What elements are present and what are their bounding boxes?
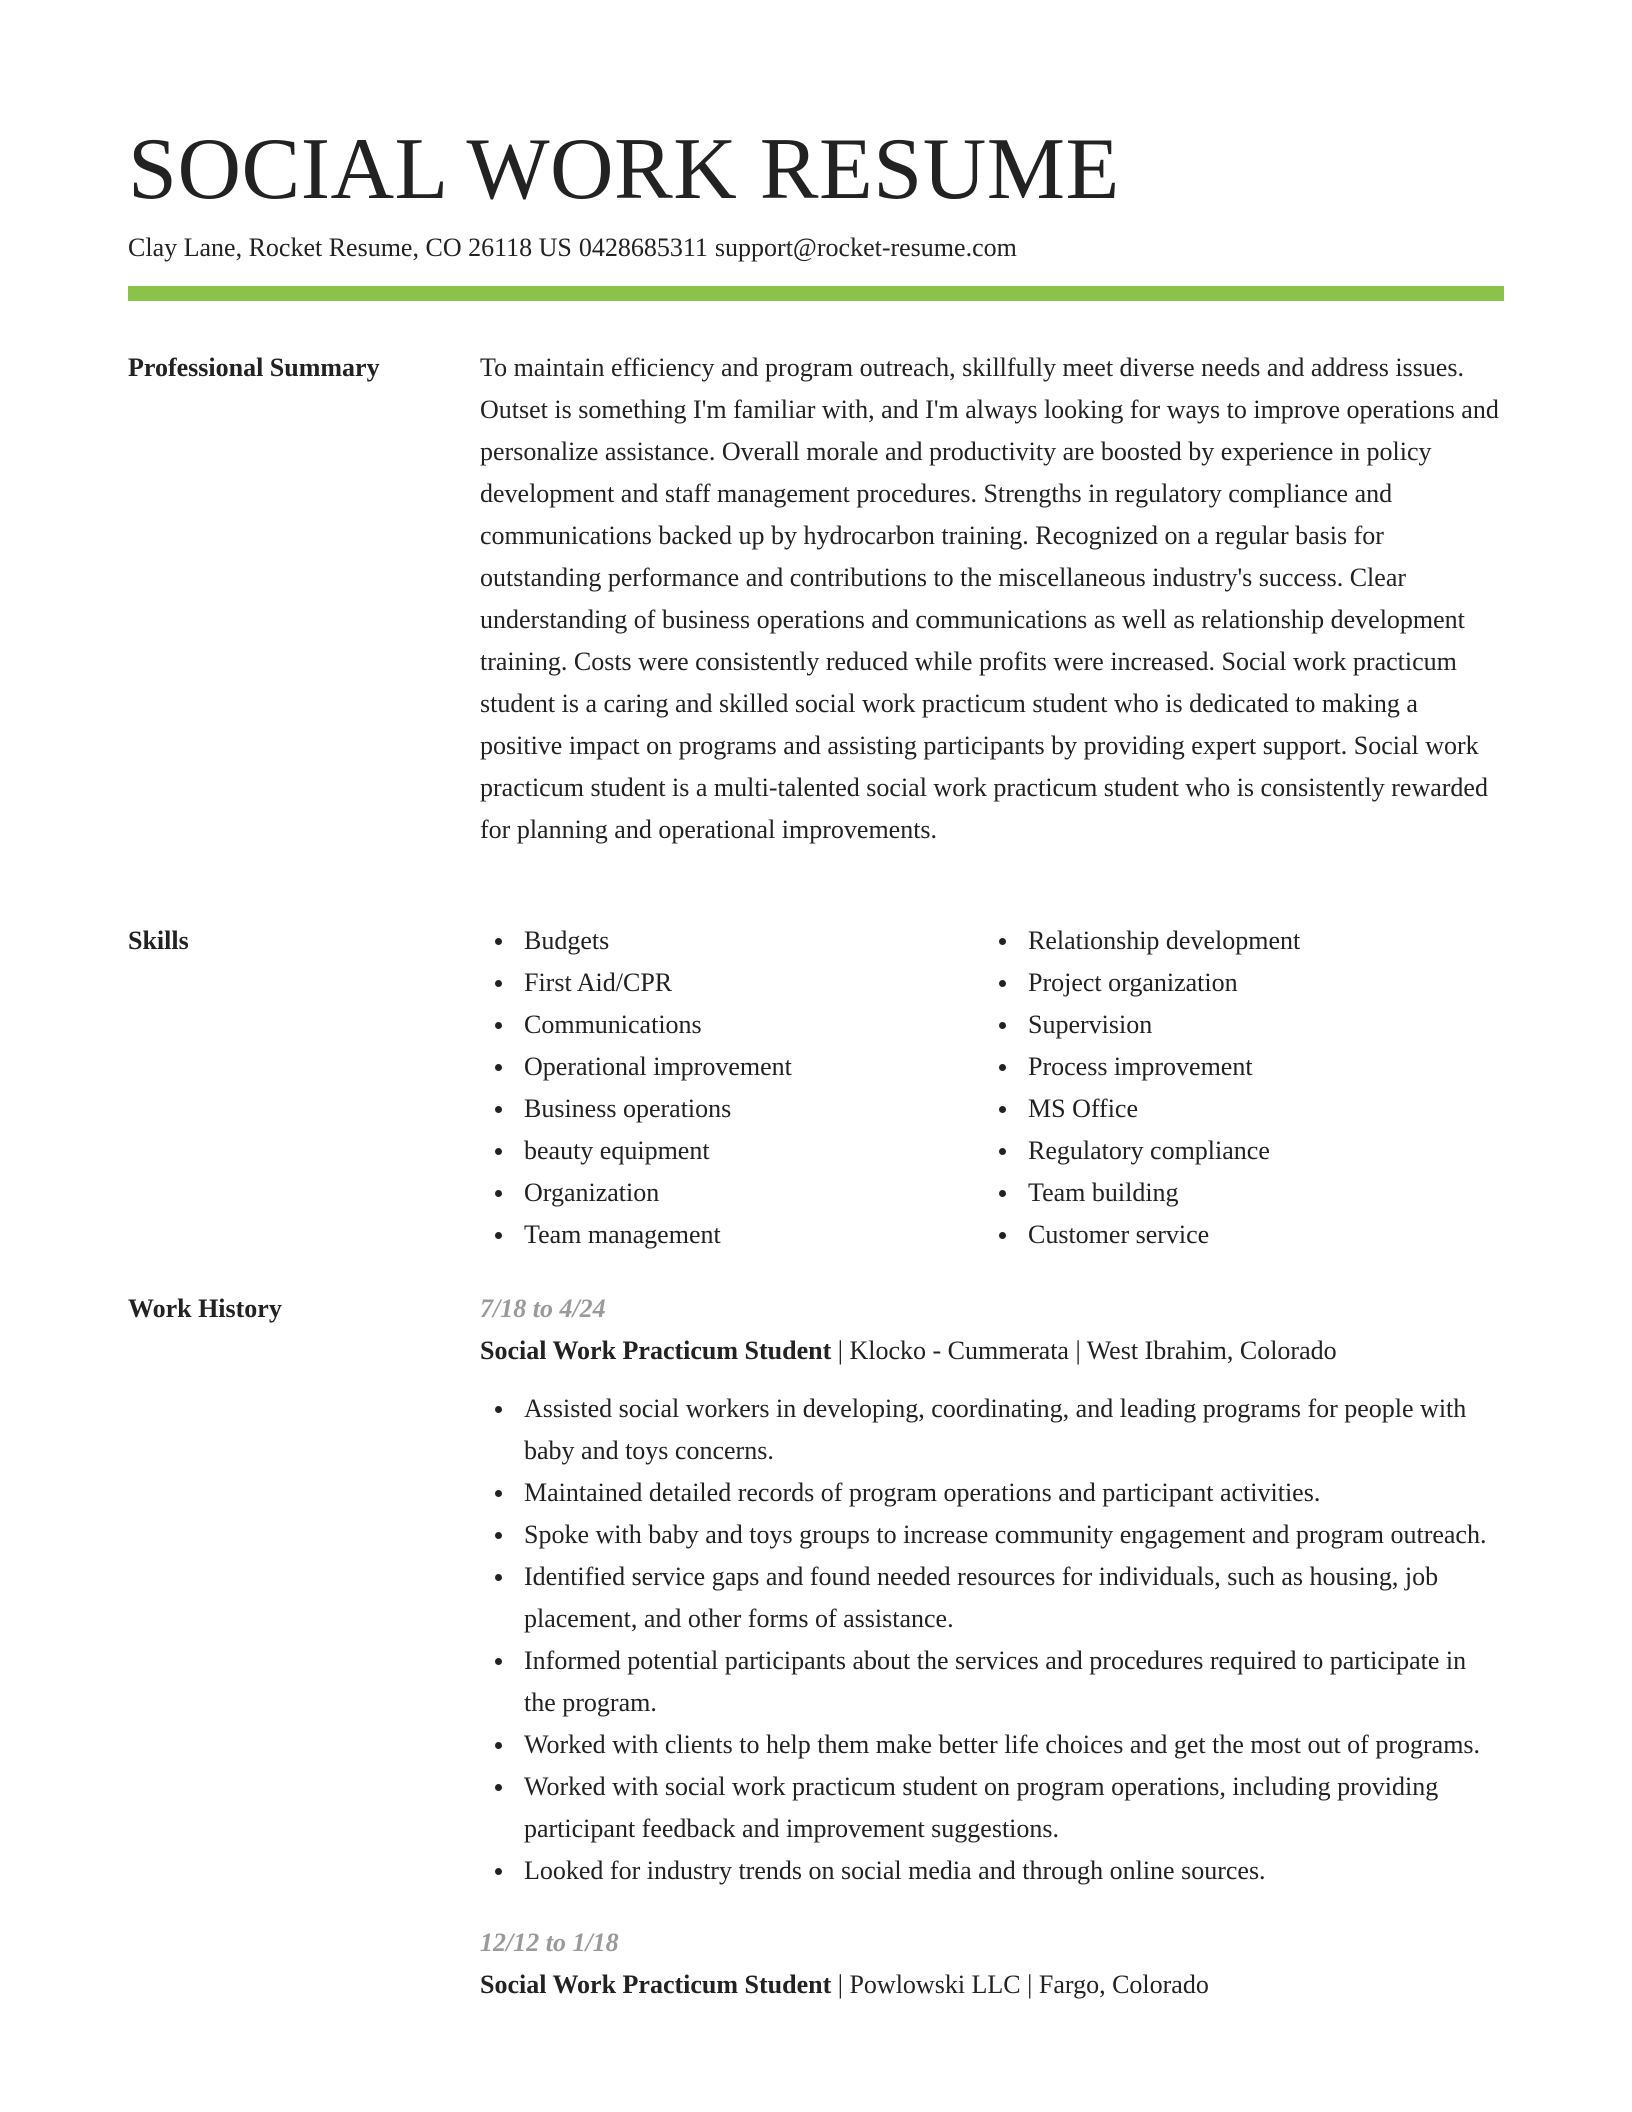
skill-item: Process improvement (984, 1046, 1488, 1088)
job-title: Social Work Practicum Student (480, 1970, 832, 1999)
skill-item: Team management (480, 1214, 984, 1256)
email-link[interactable]: support@rocket-resume.com (714, 233, 1017, 262)
skills-heading: Skills (128, 926, 189, 955)
skill-item: Organization (480, 1172, 984, 1214)
work-history-body (480, 1288, 1504, 2006)
skill-item: First Aid/CPR (480, 962, 984, 1004)
job-company: Powlowski LLC (849, 1970, 1021, 1999)
separator: | (1075, 1336, 1081, 1365)
job-dates: 12/12 to 1/18 (480, 1928, 619, 1957)
summary-heading: Professional Summary (128, 353, 380, 382)
work-history-heading: Work History (128, 1294, 282, 1323)
job-bullet-list (480, 1388, 1504, 1892)
header-divider (128, 286, 1504, 301)
job-heading (480, 1964, 1504, 2006)
job-bullet: Worked with clients to help them make better life choices and get the most out of programs. (480, 1724, 1504, 1766)
skill-item: MS Office (984, 1088, 1488, 1130)
job-company: Klocko - Cummerata (849, 1336, 1069, 1365)
phone: 0428685311 (578, 233, 708, 262)
contact-line (128, 230, 1017, 266)
separator: | (837, 1336, 843, 1365)
separator: | (837, 1970, 843, 1999)
job-dates: 7/18 to 4/24 (480, 1294, 606, 1323)
skill-item: Communications (480, 1004, 984, 1046)
job-heading (480, 1330, 1504, 1372)
skill-item: Relationship development (984, 920, 1488, 962)
skill-item: Budgets (480, 920, 984, 962)
job-location: West Ibrahim, Colorado (1086, 1336, 1337, 1365)
job-bullet: Maintained detailed records of program operations and participant activities. (480, 1472, 1504, 1514)
job-title: Social Work Practicum Student (480, 1336, 832, 1365)
skill-item: Regulatory compliance (984, 1130, 1488, 1172)
skills-column-left (480, 920, 984, 1256)
job-bullet: Assisted social workers in developing, coordinating, and leading programs for people with baby and toys concerns. (480, 1388, 1504, 1472)
job-bullet: Worked with social work practicum student on program operations, including providing participant feedback and improvement suggestions. (480, 1766, 1504, 1850)
skill-item: Project organization (984, 962, 1488, 1004)
job-entry (480, 1288, 1504, 1892)
skills-body (480, 920, 1504, 1256)
skill-item: Operational improvement (480, 1046, 984, 1088)
job-location: Fargo, Colorado (1038, 1970, 1209, 1999)
job-bullet: Identified service gaps and found needed resources for individuals, such as housing, job placement, and other forms of assistance. (480, 1556, 1504, 1640)
address: Clay Lane, Rocket Resume, CO 26118 US (128, 233, 572, 262)
job-bullet: Informed potential participants about the services and procedures required to participate in the program. (480, 1640, 1504, 1724)
skills-column-right (984, 920, 1488, 1256)
skill-item: Business operations (480, 1088, 984, 1130)
page-title: SOCIAL WORK RESUME (128, 121, 1120, 218)
skill-item: Customer service (984, 1214, 1488, 1256)
separator: | (1027, 1970, 1033, 1999)
summary-text: To maintain efficiency and program outreach, skillfully meet diverse needs and address issues. Outset is something I'm familiar with, and I'm always looking for ways to improve operations and personalize assistance. Overall morale and productivity are boosted by experience in policy development and staff management procedures. Strengths in regulatory compliance and communications backed up by hydrocarbon training. Recognized on a regular basis for outstanding performance and contributions to the miscellaneous industry's success. Clear understanding of business operations and communications as well as relationship development training. Costs were consistently reduced while profits were increased. Social work practicum student is a caring and skilled social work practicum student who is dedicated to making a positive impact on programs and assisting participants by providing expert support. Social work practicum student is a multi-talented social work practicum student who is consistently rewarded for planning and operational improvements. (480, 353, 1499, 844)
skill-item: Team building (984, 1172, 1488, 1214)
summary-body (480, 347, 1504, 851)
job-entry (480, 1922, 1504, 2006)
job-bullet: Spoke with baby and toys groups to increase community engagement and program outreach. (480, 1514, 1504, 1556)
job-bullet: Looked for industry trends on social media and through online sources. (480, 1850, 1504, 1892)
skill-item: beauty equipment (480, 1130, 984, 1172)
skill-item: Supervision (984, 1004, 1488, 1046)
